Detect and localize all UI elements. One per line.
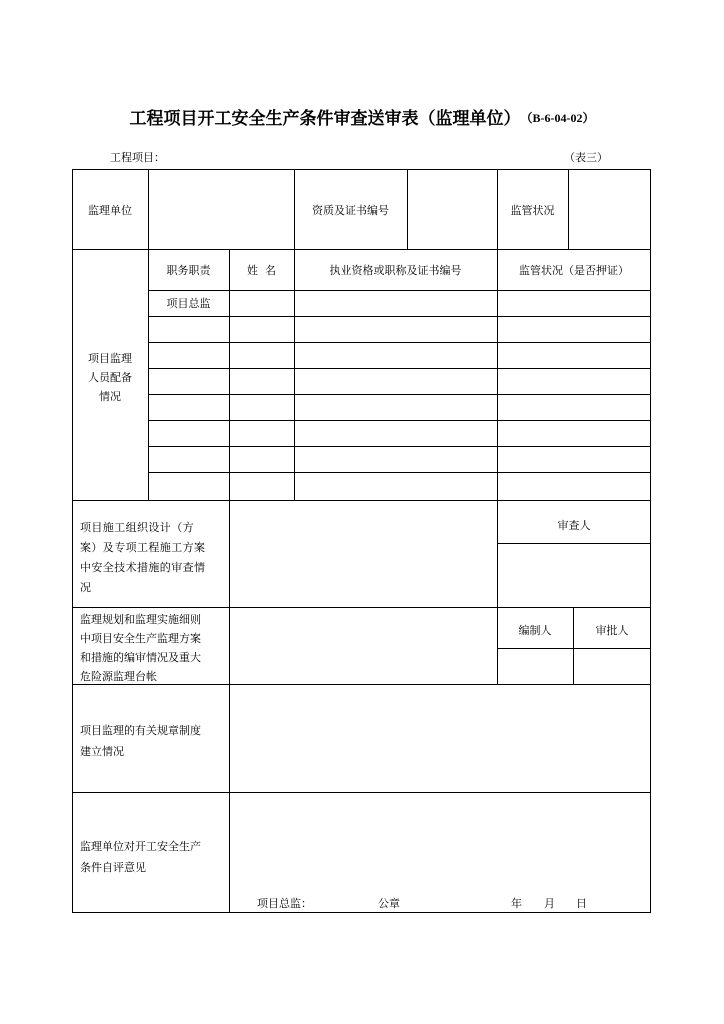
label-line-3: 和措施的编审情况及重大 [80, 651, 201, 664]
supervision-unit-label: 监理单位 [88, 204, 132, 217]
form-title [0, 104, 724, 129]
row-divider [148, 446, 651, 447]
row-divider [497, 543, 651, 544]
column-divider [573, 607, 574, 684]
staffing-label-line-2: 人员配备 [88, 371, 132, 384]
reviewer-label: 审查人 [557, 519, 591, 532]
label-line-1: 监理规划和监理实施细则 [80, 613, 201, 626]
year-label: 年 [511, 897, 522, 910]
label-line-2: 建立情况 [80, 745, 124, 758]
label-line-1: 项目监理的有关规章制度 [80, 724, 201, 737]
supervision-status-label: 监管状况 [510, 204, 555, 217]
row-divider [148, 316, 651, 317]
label-line-2: 案）及专项工程施工方案 [80, 541, 206, 554]
month-label: 月 [544, 897, 555, 910]
row-divider [148, 342, 651, 343]
project-label: 工程项目： [110, 151, 165, 164]
self-assessment-label [80, 836, 201, 878]
column-divider [229, 249, 230, 500]
row-divider [72, 500, 651, 501]
approver-label: 审批人 [595, 624, 629, 637]
official-seal-label: 公章 [378, 897, 400, 910]
column-divider [407, 169, 408, 249]
column-header-status: 监管状况（是否押证） [519, 264, 629, 277]
column-divider [294, 249, 295, 500]
form-code: （B-6-04-02） [526, 111, 595, 125]
column-header-name: 姓 名 [247, 264, 276, 277]
row-divider [148, 472, 651, 473]
label-line-1: 项目施工组织设计（方 [80, 521, 194, 534]
label-line-4: 况 [80, 581, 92, 594]
regulations-label [80, 720, 201, 762]
staffing-label-line-1: 项目监理 [88, 352, 132, 365]
row-divider [148, 368, 651, 369]
column-header-certificate: 执业资格或职称及证书编号 [329, 264, 462, 277]
qualification-number-label: 资质及证书编号 [312, 204, 389, 217]
role-project-director: 项目总监 [166, 297, 211, 310]
row-divider [72, 607, 651, 608]
label-line-2: 中项目安全生产监理方案 [80, 632, 201, 645]
column-header-role: 职务职责 [166, 264, 211, 277]
label-line-3: 中安全技术措施的审查情 [80, 561, 206, 574]
staffing-label-line-3: 情况 [99, 390, 121, 403]
column-divider [497, 249, 498, 500]
column-divider [568, 169, 569, 249]
construction-design-review-label [80, 518, 205, 598]
column-divider [229, 500, 230, 913]
compiler-label: 编制人 [518, 624, 552, 637]
supervision-plan-label [80, 610, 201, 686]
label-line-4: 危险源监理台帐 [80, 670, 157, 683]
row-divider [148, 394, 651, 395]
row-divider [497, 648, 651, 649]
label-line-2: 条件自评意见 [80, 861, 146, 874]
table-number: （表三） [564, 151, 608, 164]
row-divider [148, 290, 651, 291]
row-divider [72, 792, 651, 793]
row-divider [148, 420, 651, 421]
column-divider [148, 169, 149, 500]
project-director-label: 项目总监： [257, 897, 312, 910]
staffing-label [72, 349, 148, 406]
row-divider [72, 249, 651, 250]
day-label: 日 [576, 897, 587, 910]
label-line-1: 监理单位对开工安全生产 [80, 840, 201, 853]
form-title-main: 工程项目开工安全生产条件审查送审表（监理单位） [129, 109, 521, 129]
